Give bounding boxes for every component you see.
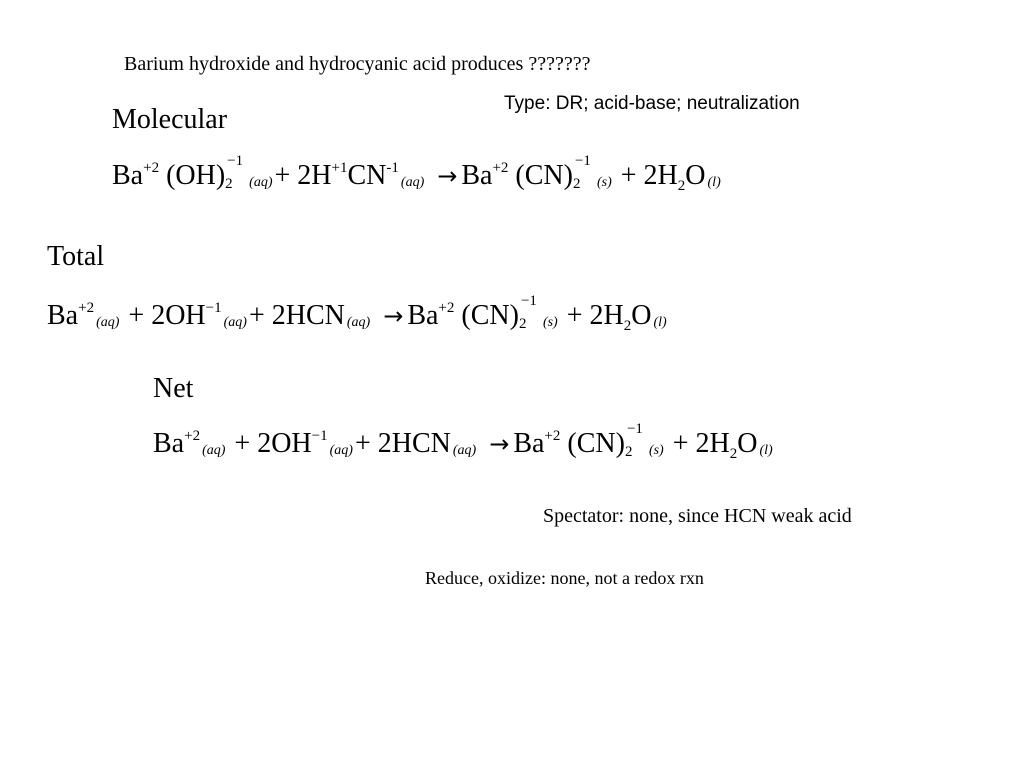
molecular-equation	[112, 153, 723, 194]
plus-sign: +	[672, 428, 689, 459]
plus-sign: +	[248, 300, 265, 331]
hydroxide-subscript: 2	[225, 176, 233, 192]
barium-charge: +2	[184, 428, 201, 444]
reactant-hydroxide: 2OH	[151, 300, 206, 331]
product-cyanide-scripts	[624, 421, 647, 460]
reactant-cyanide: CN	[347, 160, 387, 191]
water-subscript: 2	[623, 318, 632, 334]
spectator-note: Spectator: none, since HCN weak acid	[543, 505, 852, 527]
water-hydrogen: 2H	[643, 160, 678, 191]
reactant-barium: Ba	[112, 160, 144, 191]
barium-charge: +2	[143, 160, 160, 176]
hydroxide-state: (aq)	[329, 443, 353, 458]
reactant-hydroxide: 2OH	[257, 428, 312, 459]
product-barium-charge: +2	[544, 428, 561, 444]
total-heading: Total	[47, 241, 105, 272]
hydroxide-charge: −1	[205, 300, 222, 316]
reactant-hcn: 2HCN	[271, 300, 345, 331]
product-cyanide-subscript: 2	[572, 176, 581, 192]
water-state: (l)	[653, 315, 667, 330]
plus-sign: +	[234, 428, 251, 459]
barium-state: (aq)	[96, 315, 120, 330]
plus-sign: +	[620, 160, 637, 191]
water-subscript: 2	[729, 446, 738, 462]
product-barium: Ba	[513, 428, 545, 459]
product-state: (s)	[596, 175, 612, 190]
product-barium: Ba	[407, 300, 439, 331]
product-cyanide-charge: −1	[626, 421, 643, 437]
plus-sign: +	[566, 300, 583, 331]
product-cyanide-charge: −1	[574, 153, 591, 169]
water-state: (l)	[759, 443, 773, 458]
molecular-heading: Molecular	[112, 104, 228, 135]
product-cyanide: (CN)	[461, 300, 519, 331]
total-equation	[47, 293, 669, 334]
reactant-hydrogen: 2H	[297, 160, 332, 191]
cyanide-charge: -1	[386, 160, 399, 176]
hcn-state: (aq)	[400, 175, 425, 190]
water-state: (l)	[707, 175, 721, 190]
page-title: Barium hydroxide and hydrocyanic acid produces ???????	[124, 53, 591, 75]
net-heading: Net	[153, 373, 194, 404]
reaction-arrow: →	[437, 162, 458, 190]
product-cyanide-charge: −1	[520, 293, 537, 309]
water-subscript: 2	[677, 178, 686, 194]
product-barium: Ba	[461, 160, 493, 191]
product-cyanide-scripts	[518, 293, 541, 332]
reaction-type-label: Type: DR; acid-base; neutralization	[504, 93, 800, 114]
hydroxide-charge: −1	[227, 153, 244, 169]
reactant-barium: Ba	[47, 300, 79, 331]
product-cyanide: (CN)	[567, 428, 625, 459]
hydroxide-scripts	[225, 153, 247, 192]
plus-sign: +	[354, 428, 371, 459]
hcn-state: (aq)	[452, 443, 477, 458]
plus-sign: +	[274, 160, 291, 191]
redox-note: Reduce, oxidize: none, not a redox rxn	[425, 568, 704, 588]
barium-state: (aq)	[202, 443, 226, 458]
water-hydrogen: 2H	[589, 300, 624, 331]
product-cyanide-scripts	[572, 153, 595, 192]
reaction-arrow: →	[383, 302, 404, 330]
water-oxygen: O	[685, 160, 706, 191]
hydrogen-charge: +1	[331, 160, 348, 176]
water-hydrogen: 2H	[695, 428, 730, 459]
water-oxygen: O	[737, 428, 758, 459]
plus-sign: +	[128, 300, 145, 331]
hcn-state: (aq)	[346, 315, 371, 330]
product-state: (s)	[648, 443, 664, 458]
product-barium-charge: +2	[492, 160, 509, 176]
product-cyanide-subscript: 2	[624, 444, 633, 460]
barium-charge: +2	[78, 300, 95, 316]
reaction-arrow: →	[489, 430, 510, 458]
product-state: (s)	[542, 315, 558, 330]
water-oxygen: O	[631, 300, 652, 331]
hydroxide-state: (aq)	[223, 315, 247, 330]
reactant-barium: Ba	[153, 428, 185, 459]
hydroxide-state: (aq)	[249, 175, 273, 190]
reactant-hcn: 2HCN	[377, 428, 451, 459]
hydroxide-charge: −1	[311, 428, 328, 444]
net-equation	[153, 421, 775, 462]
reactant-hydroxide: (OH)	[166, 160, 226, 191]
product-barium-charge: +2	[438, 300, 455, 316]
product-cyanide: (CN)	[515, 160, 573, 191]
product-cyanide-subscript: 2	[518, 316, 527, 332]
